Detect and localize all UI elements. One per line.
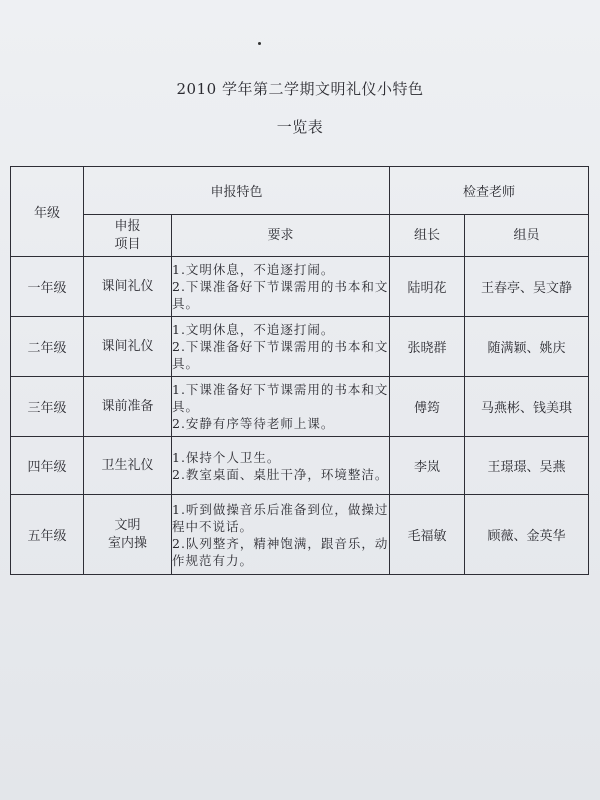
requirement-line: 2.下课准备好下节课需用的书本和文具。 — [172, 339, 389, 371]
feature-table — [10, 166, 589, 575]
header-requirements: 要求 — [172, 215, 390, 257]
header-leader: 组长 — [390, 215, 465, 257]
leader-cell: 张晓群 — [390, 317, 465, 377]
grade-cell: 三年级 — [11, 377, 84, 437]
header-item: 申报 项目 — [84, 215, 172, 257]
table-row — [11, 437, 589, 495]
leader-cell: 陆明花 — [390, 257, 465, 317]
requirement-line: 2.下课准备好下节课需用的书本和文具。 — [172, 279, 389, 311]
requirement-line: 1.听到做操音乐后准备到位，做操过程中不说话。 — [172, 501, 389, 534]
table-row — [11, 317, 589, 377]
members-cell: 王春亭、吴文静 — [465, 257, 589, 317]
requirement-line: 1.文明休息，不追逐打闹。 — [172, 322, 335, 337]
members-cell: 顾薇、金英华 — [465, 495, 589, 575]
header-members: 组员 — [465, 215, 589, 257]
requirements-cell — [172, 495, 390, 575]
header-features: 申报特色 — [84, 167, 390, 215]
document-subtitle: 一览表 — [276, 118, 324, 136]
item-cell — [84, 437, 172, 495]
table-row — [11, 377, 589, 437]
requirements-cell — [172, 377, 390, 437]
requirement-line: 2.队列整齐，精神饱满，跟音乐，动作规范有力。 — [172, 535, 389, 568]
ink-dot — [258, 42, 261, 45]
header-inspectors: 检查老师 — [390, 167, 589, 215]
requirement-line: 1.文明休息，不追逐打闹。 — [172, 262, 335, 277]
requirement-line: 2.安静有序等待老师上课。 — [172, 416, 335, 431]
members-cell: 马燕彬、钱美琪 — [465, 377, 589, 437]
table-row — [11, 257, 589, 317]
leader-cell: 李岚 — [390, 437, 465, 495]
item-text: 文明 室内操 — [107, 517, 147, 551]
item-cell — [84, 377, 172, 437]
grade-cell: 一年级 — [11, 257, 84, 317]
grade-cell: 五年级 — [11, 495, 84, 575]
item-text: 课前准备 — [101, 398, 154, 414]
requirements-cell — [172, 257, 390, 317]
members-cell: 王璟璟、吴燕 — [465, 437, 589, 495]
table-row — [11, 495, 589, 575]
item-cell — [84, 495, 172, 575]
item-text: 卫生礼仪 — [101, 457, 154, 473]
grade-cell: 二年级 — [11, 317, 84, 377]
item-cell — [84, 257, 172, 317]
document-title: 2010 学年第二学期文明礼仪小特色 — [176, 80, 424, 98]
leader-cell: 傅筠 — [390, 377, 465, 437]
requirements-cell — [172, 317, 390, 377]
header-grade: 年级 — [11, 167, 84, 257]
requirement-line: 2.教室桌面、桌肚干净，环境整洁。 — [172, 466, 389, 482]
requirement-line: 1.下课准备好下节课需用的书本和文具。 — [172, 382, 389, 414]
item-text: 课间礼仪 — [101, 278, 154, 294]
requirement-line: 1.保持个人卫生。 — [172, 449, 281, 465]
item-cell — [84, 317, 172, 377]
requirements-cell — [172, 437, 390, 495]
grade-cell: 四年级 — [11, 437, 84, 495]
item-text: 课间礼仪 — [101, 338, 154, 354]
members-cell: 随满颖、姚庆 — [465, 317, 589, 377]
leader-cell: 毛福敏 — [390, 495, 465, 575]
